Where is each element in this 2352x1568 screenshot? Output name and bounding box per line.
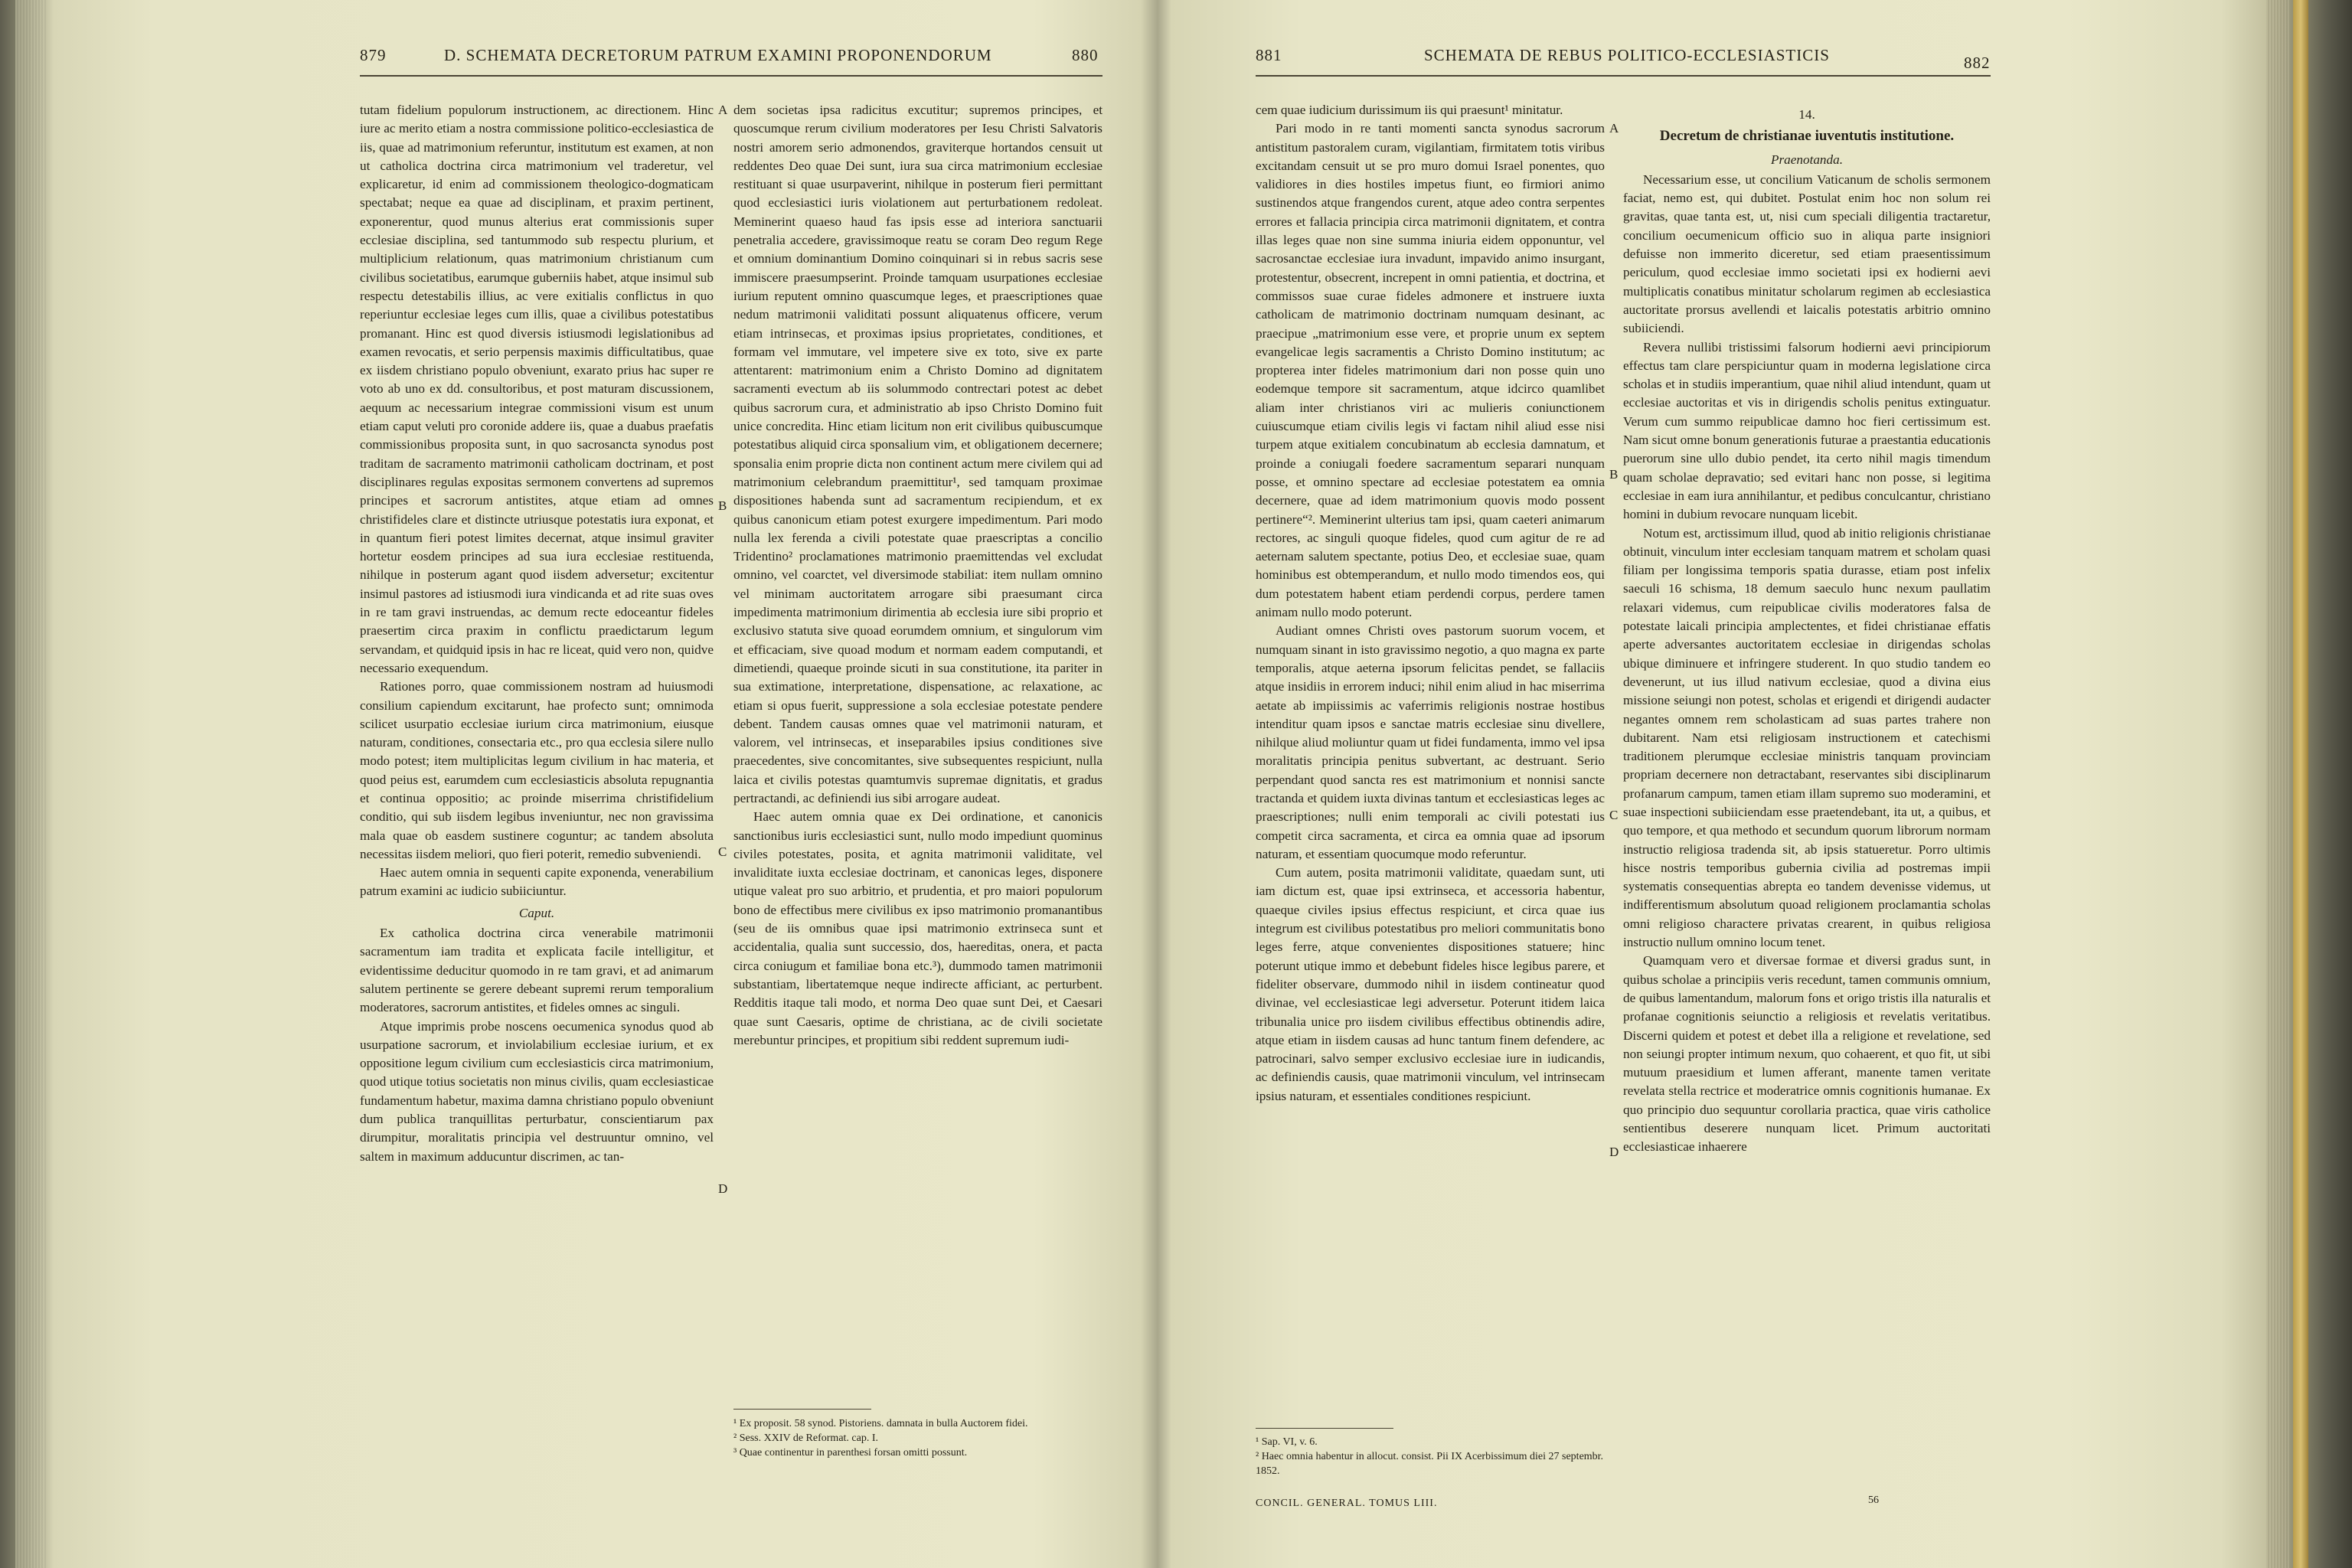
left-page-column-1: [360, 101, 714, 1166]
footnote: ² Sess. XXIV de Reformat. cap. I.: [733, 1432, 879, 1444]
paragraph: Rationes porro, quae commissionem nostram ad huiusmodi consilium capiendum excitarunt, hae profecto sunt; omnimoda scilicet usurpatio ecclesiae iurium circa matrimonium, eiusque naturam, conditiones, consectaria etc., pro qua ecclesia silere nullo modo potest; item multiplicitas legum civilium in hac materia, et quod peius est, earumdem cum ecclesiasticis absoluta repugnantia et continua oppositio; ac proinde miserrima christifidelium conditio, qui sub iisdem legibus inveniuntur, nec non gravissima mala quae ob easdem sustinere coguntur; ac tandem absoluta necessitas iisdem meliori, quo fieri poterit, remedio subveniendi.: [360, 679, 714, 861]
margin-marker-d: D: [1609, 1145, 1619, 1159]
footnote: ³ Quae continentur in parenthesi forsan omitti possunt.: [733, 1447, 968, 1459]
sheet-number: 56: [1868, 1494, 1879, 1506]
paragraph: cem quae iudicium durissimum iis qui praesunt¹ minitatur.: [1256, 103, 1563, 117]
paragraph: Revera nullibi tristissimi falsorum hodierni aevi principiorum effectus tam clare perspiciuntur quam in moderna legislatione circa scholas et in studiis imperantium, quae nihil aliud intendunt, quam ut ecclesiae auctoritas et vis in dirigendis scholis penitus extinguatur. Verum cum summo reipublicae damno hoc fieri certissimum est. Nam sicut omne bonum generationis futurae a praestantia educationis puerorum sine ullo dubio pendet, ita certo nihil magis timendum quam scholae depravatio; sed evitari hanc non posse, si legitima ecclesiae in eam iura annihilantur, et pedibus conculcantur, christiano homini in dubium revocare nunquam licebit.: [1623, 339, 1991, 522]
decree-title: Decretum de christianae iuventutis institutione.: [1659, 128, 1955, 145]
paragraph: Notum est, arctissimum illud, quod ab initio religionis christianae obtinuit, vinculum inter ecclesiam tanquam matrem et scholam quasi filiam per longissima temporis spatia durasse, etiam post infelix saeculi 16 schisma, 18 demum saeculo hunc nexum paullatim relaxari videmus, cum reipublicae civilis moderatores falsa de potestate laicali principia amplectentes, et fidei christianae effatis aperte adversantes auctoritatem ecclesiae in dirigendas scholas ubique diminuere et infringere studerent. In quo studio tandem eo devenerunt, ut ius illud nativum ecclesiae, quod a divina eius missione seiungi non potest, scholas et erigendi et dirigendi audacter negantes omnem rem scholasticam ad suas partes trahere non dubitarent. Nam etsi religiosam instructionem et catechismi traditionem plerumque ecclesiae ministris tanquam provinciam propriam decernere non detractabant, reservantes sibi disciplinarum profanarum campum, tamen etiam illam supremo suo moderamini, et suae inspectioni subiiciendam esse praetendebant, ita ut, a quibus, et quo tempore, et qua methodo et secundum quorum librorum normam instructio religiosa tradenda sit, ab ipsis statueretur. Porro ultimis hisce nostris temporibus gubernia civilia ad postremas impii systematis consequentias abrepta eo tandem devenisse videmus, ut indifferentismum absolutum quoad religionem proclamantia scholas omni religioso charactere privatas crearent, in quibus religiosa instructio nullum omnino locum tenet.: [1623, 525, 1991, 950]
page-number-880: 880: [1072, 46, 1099, 64]
margin-marker-c: C: [718, 844, 727, 859]
footnote-rule: [1256, 1428, 1393, 1429]
margin-marker-a: A: [1609, 121, 1619, 136]
page-edges-right: [2266, 0, 2289, 1568]
page-number-882: 882: [1964, 54, 1991, 72]
praenotanda-title: Praenotanda.: [1770, 152, 1844, 167]
footnotes-left: [733, 1416, 1102, 1460]
footnotes-right: [1256, 1435, 1605, 1478]
footnote: ¹ Ex proposit. 58 synod. Pistoriens. damnata in bulla Auctorem fidei.: [733, 1418, 1028, 1429]
paragraph: dem societas ipsa radicitus excutitur; supremos principes, et quoscumque rerum civilium moderatores per Iesu Christi Salvatoris nostri amorem serio admonendos, graviterque hortandos censuit ut reddentes Deo quae Dei sunt, iura sua circa matrimonium ecclesiae restituant si quae usurpaverint, nihilque in posterum fieri permittant quod ecclesiastici iuris violationem aut perturbationem redoleat. Meminerint quaeso haud fas ipsis esse ad interiora sanctuarii penetralia accedere, gravissimoque reatu se coram Deo regum Rege et omnium dominantium Domino coinquinari si in rebus sacris sese immiscere praesumpserint. Proinde tamquam usurpationes ecclesiae iurium reputent omnino quascumque leges, et praescriptiones quae nedum matrimonii validitati possunt aliquatenus officere, verum etiam intrinsecas, et proximas ipsius proprietates, conditiones, et formam vel immutare, vel impetere sive ex toto, sive ex parte attentarent: matrimonium enim a Christo Domino ad dignitatem sacramenti evectum ab iis solummodo contrectari potest ac debet quibus sacrorum cura, et administratio ab ipso Christo Domino fuit unice concredita. Hinc etiam licitum non erit civilibus quibuscumque potestatibus aliquid circa sponsalium vim, et obligationem decernere; sponsalia enim proprie dicta non continent actum mere civilem qui ad matrimonium celebrandum praemittitur¹, sed tamquam proximae dispositiones habenda sunt ad sacramentum recipiendum, et ex quibus canonicum etiam potest exurgere impedimentum. Pari modo nulla lex ferenda a civili potestate quae praescriptas a concilio Tridentino² proclamationes matrimonio praemittendas vel excludat omnino, vel coarctet, vel diversimode stabiliat: item nullam omnino vel minimam auctoritatem arrogare sibi praesumant circa impedimenta matrimonium dirimentia ab ecclesia iure sibi proprio et exclusivo statuta sive quoad eorumdem omnium, et singulorum vim et efficaciam, sive quoad modum et normam eadem computandi, et dimetiendi, quaeque proinde sicuti in sua constitutione, ita pariter in sua extimatione, interpretatione, dispensatione, ac relaxatione, ac etiam si opus fuerit, suppressione a sola ecclesiae potestate pendere debent. Tandem causas omnes quae vel matrimonii naturam, et valorem, vel intrinsecas, et inseparabiles ipsius conditiones sive praecedentes, sive concomitantes, sive subsequentes respiciunt, nulla laica et civilis potestas quamtumvis supremae dignitatis, et gradus pertractandi, ac definiendi ius sibi arrogare audeat.: [733, 103, 1102, 805]
margin-marker-b: B: [1609, 467, 1619, 482]
footnote: ¹ Sap. VI, v. 6.: [1256, 1436, 1318, 1448]
paragraph: Necessarium esse, ut concilium Vaticanum de scholis sermonem faciat, nemo est, qui dubitet. Postulat enim hoc non solum rei gravitas, quae tanta est, ut, nisi cum speciali diligentia tractaretur, concilium oecumenicum officio suo in aliqua parte insigniori defuisse non immerito diceretur, sed etiam praesentissimum periculum, quod ecclesiae immo societati ipsi ex hodierni aevi multiplicatis conatibus minitatur scholarum regimen ab ecclesiastica auctoritate prorsus avellendi et laicalis potestatis arbitrio omnino subiiciendi.: [1623, 172, 1991, 336]
section-number: 14.: [1798, 107, 1815, 122]
right-page-column-1: [1256, 101, 1605, 1106]
left-page-column-2: [733, 101, 1102, 1050]
footnote: ² Haec omnia habentur in allocut. consist. Pii IX Acerbissimum diei 27 septembr. 1852.: [1256, 1451, 1604, 1477]
paragraph: Audiant omnes Christi oves pastorum suorum vocem, et numquam sinant in isto gravissimo negotio, a quo magna ex parte temporalis, atque aeterna ipsorum felicitas pendet, se fallaciis atque insidiis in errorem induci; nihil enim aliud in hac miserrima aetate ab impiissimis ac vaferrimis religionis nostrae hostibus intenditur quam ipsos e sanctae matris ecclesiae sinu divellere, nihilque aliud moliuntur quam ut fidei fundamenta, immo vel ipsa moralitatis principia penitus subvertant, ac destruant. Serio perpendant quod sancta res est matrimonium et nonnisi sancte tractanda et quidem iuxta divinas tantum et ecclesiasticas leges ac praescriptiones; nulli enim temporali ac civili potestati ius competit circa sacramenta, et circa ea omnia quae ad ipsorum naturam, et essentiam quocumque modo referuntur.: [1256, 623, 1605, 861]
paragraph: Quamquam vero et diversae formae et diversi gradus sunt, in quibus scholae a principiis veris recedunt, tamen communis omnium, de quibus lamentandum, malorum fons et origo tristis illa naturalis et profanae cognitionis seiunctio a religiosis et revelatis veritatibus. Discerni quidem et potest et debet illa a religione et revelatione, sed non seiungi propter intimum nexum, quo cohaerent, et quo fit, ut sibi mutuum praesidium et lumen afferant, manente tamen veritate revelata stella rectrice et moderatrice omnis cognitionis humanae. Ex quo principio duo sequuntur corollaria practica, quae viris catholice sentientibus deserere nunquam licet. Primum auctoritati ecclesiasticae inhaerere: [1623, 953, 1991, 1155]
paragraph: tutam fidelium populorum instructionem, ac directionem. Hinc iure ac merito etiam a nostra commissione politico-ecclesiastica de iis, quae ad matrimonium referuntur, institutum est examen, at non ut catholica doctrina circa matrimonium vel traderetur, vel explicaretur, id enim ad commissionem theologico-dogmaticam spectabat; neque ea quae ad disciplinam, et praxim pertinent, exponerentur, quod munus alterius erat commissionis super ecclesiae disciplina, sed tantummodo sub respectu plurium, et multiplicium relationum, quas matrimonium christianum cum civilibus societatibus, earumque guberniis habet, atque insimul sub respectu detestabilis illius, ac vere exitialis conflictus in quo reperiuntur ecclesiae leges cum illis, quae a civilibus potestatibus promanant. Hinc est quod diversis istiusmodi legislationibus ad examen revocatis, et serio perpensis maximis difficultatibus, quae ex iisdem christiano populo obveniunt, exarato prius hac super re voto ab uno ex dd. consultoribus, et post maturam discussionem, aequum ac necessarium integrae commissioni visum est unum etiam caput veluti pro coronide addere iis, quae a duabus praefatis commissionibus proposita sunt, in quo sacrosancta synodus post traditam de sacramento matrimonii catholicam doctrinam, et post disciplinares regulas expositas sermonem convertens ad supremos principes et sacrorum antistites, atque etiam ad omnes christifideles clare et distincte utriusque potestatis iura exponat, et in quantum fieri potest limites decernat, atque insimul graviter hortetur eosdem principes ad sua iura ecclesiae restituenda, nihilque in posterum agant quod iisdem adversetur; excitentur insimul pastores ad istiusmodi iura vindicanda et ad rite suas oves in re tam gravi instruendas, ac demum recte edoceantur fideles praesertim circa praxim in conflictu praedictarum legum servandam, et quidquid ipsis in hac re liceat, quid vero non, quidve necessario exequendum.: [360, 103, 714, 675]
paragraph: Ex catholica doctrina circa venerabile matrimonii sacramentum iam tradita et explicata facile intelligitur, et evidentissime deducitur quomodo in re tam gravi, et ad animarum salutem pertinente se gerere debeant supremi rerum temporalium moderatores, sacrorum antistites, et fideles omnes ac singuli.: [360, 926, 714, 1015]
header-rule: [1256, 75, 1991, 77]
margin-marker-c: C: [1609, 808, 1619, 822]
right-page-column-2: [1623, 101, 1991, 1157]
running-header-left: D. SCHEMATA DECRETORUM PATRUM EXAMINI PROPONENDORUM: [444, 46, 992, 64]
caput-title: Caput.: [518, 905, 555, 920]
page-edges-left: [15, 0, 46, 1568]
signature-line: CONCIL. GENERAL. TOMUS LIII.: [1256, 1498, 1438, 1509]
footnote-rule: [733, 1409, 871, 1410]
paragraph: Atque imprimis probe noscens oecumenica synodus quod ab usurpatione sacrorum, et inviolabilium ecclesiae iurium, et ex oppositione legum civilium cum ecclesiasticis circa matrimonium, quod utique totius societatis non minus civilis, quam ecclesiasticae fundamentum habetur, maxima damna christiano populo obveniunt dum publica tranquillitas perturbatur, conscientiarum pax dirumpitur, moralitatis principia vel destruuntur omnino, vel saltem in maximum adducuntur discrimen, ac tan-: [360, 1018, 714, 1164]
paragraph: Haec autem omnia in sequenti capite exponenda, venerabilium patrum examini ac iudicio subiiciuntur.: [360, 865, 714, 899]
gilt-edge: [2293, 0, 2308, 1568]
page-number-879: 879: [360, 46, 387, 64]
paragraph: Haec autem omnia quae ex Dei ordinatione, et canonicis sanctionibus iuris ecclesiastici sunt, nullo modo impediunt quominus civiles potestates, posita, et agnita matrimonii validitate, vel invaliditate iuxta ecclesiae doctrinam, et canonicas leges, disponere utique valeat pro suo arbitrio, et prudentia, et pro maiori populorum bono de effectibus mere civilibus ex ipso matrimonio promanantibus (seu de iis omnibus quae ipsi matrimonio extrinseca sunt et accidentalia, qualia sunt successio, dos, haereditas, onera, et pacta circa coniugum et familiae bona etc.³), dummodo tamen matrimonii substantiam, libertatemque neque indirecte afficiant, ac perturbent. Redditis itaque tali modo, et norma Deo quae sunt Dei, et Caesari quae sunt Caesaris, optime de christiana, ac de civili societate merebuntur principes, et propitium sibi reddent supremum iudi-: [733, 809, 1102, 1047]
paragraph: Pari modo in re tanti momenti sancta synodus sacrorum antistitum pastoralem curam, vigilantiam, firmitatem totis viribus excitandam censuit ut se pro muro domui Israel ponentes, quo validiores in dies hostiles impetus fiunt, eo firmiori animo sustinendos atque frangendos curent, atque adeo contra serpentes errores et fallacia principia circa matrimonii dignitatem, et contra illas leges quae non sine summa iniuria eidem opponuntur, vel sacrosanctae ecclesiae iura invadunt, impavido animo insurgant, protestentur, obsecrent, increpent in omni patientia, et doctrina, et commissos suae curae fideles admonere et instruere iuxta catholicam de matrimonio doctrinam numquam desinant, ac praecipue „matrimonium esse vere, et proprie unum ex septem evangelicae legis sacramentis a Christo Domino institutum; ac propterea inter fideles matrimonium dari non posse quin uno eodemque tempore sit sacramentum, atque idcirco quamlibet aliam inter christianos viri ac mulieris coniunctionem cuiuscumque etiam civilis legis vi factam nihil aliud esse nisi turpem atque exitialem concubinatum ab ecclesia damnatum, et proinde a coniugali foedere sacramentum separari nunquam posse, et omnino spectare ad ecclesiae potestatem ea omnia decernere, quae ad idem matrimonium quovis modo possent pertinere“². Meminerint ulterius tam ipsi, quam caeteri animarum rectores, ac singuli quoque fideles, quod cum agitur de re ad aeternam salutem spectante, potius Deo, et ecclesiae suae, quam hominibus est obtemperandum, et nullo modo timendos eos, qui dum potestatem habent etiam perdendi corpus, perdere tamen animam nullo modo poterunt.: [1256, 121, 1605, 620]
margin-marker-d: D: [718, 1181, 728, 1196]
paragraph: Cum autem, posita matrimonii validitate, quaedam sunt, uti iam dictum est, quae ipsi extrinseca, et accessoria habentur, quaeque civiles ipsius effectus respiciunt, et circa quae ius integrum est civilibus potestatibus pro meliori communitatis bono leges ferre, atque convenientes dispositiones statuere; hinc poterunt utique immo et debebunt fideles hisce legibus parere, et fideliter observare, dummodo nihil in iisdem contineatur quod divinae, vel ecclesiasticae legi adversetur. Poterunt itidem laica tribunalia unice pro iisdem civilibus effectibus obtinendis adire, atque etiam in iisdem causas ad hunc tantum finem defendere, ac patrocinari, salvo semper exclusivo ecclesiae iure in iudicandis, ac definiendis causis, quae matrimonii vinculum, vel intrinsecam ipsius naturam, et essentiales conditiones respiciunt.: [1256, 865, 1605, 1103]
margin-marker-a: A: [718, 103, 728, 117]
margin-marker-b: B: [718, 498, 727, 513]
page-number-881: 881: [1256, 46, 1282, 64]
header-rule: [360, 75, 1102, 77]
running-header-right: SCHEMATA DE REBUS POLITICO-ECCLESIASTICIS: [1424, 46, 1830, 64]
